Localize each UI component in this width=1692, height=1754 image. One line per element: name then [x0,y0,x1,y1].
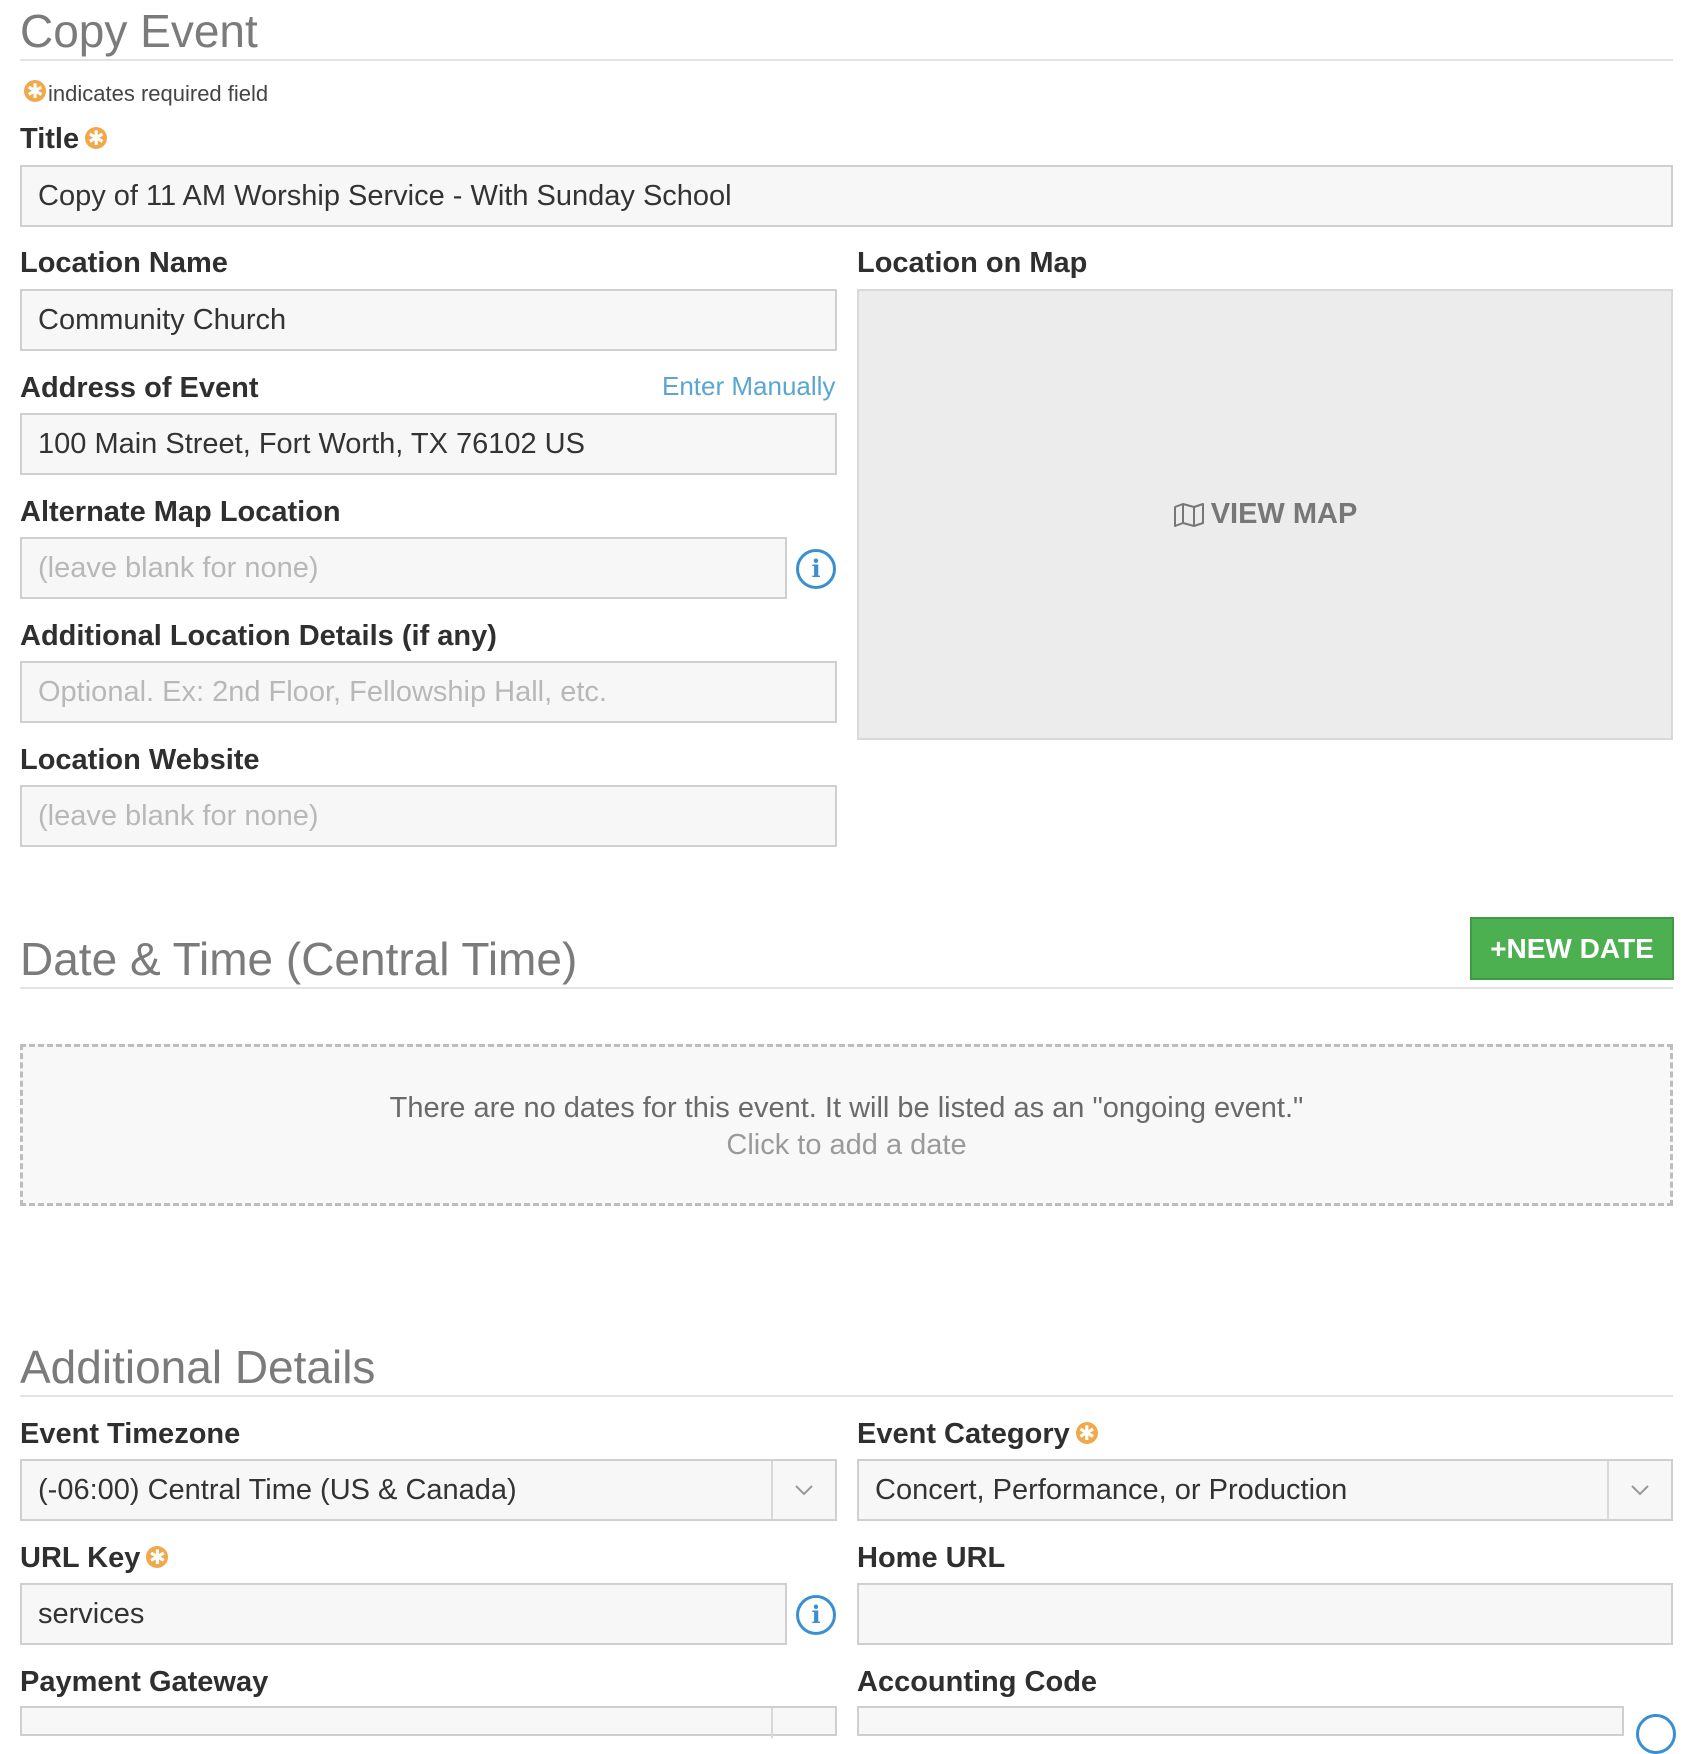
location-on-map-label: Location on Map [857,247,1088,279]
title-divider [20,59,1673,61]
timezone-select[interactable] [20,1459,837,1521]
timezone-value: (-06:00) Central Time (US & Canada) [38,1474,517,1506]
location-name-input[interactable] [20,289,837,351]
additional-location-input[interactable] [20,661,837,723]
home-url-input[interactable] [857,1583,1673,1645]
location-name-label: Location Name [20,247,228,279]
payment-gateway-label: Payment Gateway [20,1666,269,1698]
required-legend-text: indicates required field [48,81,269,106]
alternate-map-label: Alternate Map Location [20,496,341,528]
chevron-down-icon [771,1708,835,1738]
address-input[interactable] [20,413,837,475]
chevron-down-icon [771,1461,835,1519]
enter-manually-link[interactable]: Enter Manually [662,371,836,401]
additional-divider [20,1395,1673,1397]
address-label: Address of Event [20,372,259,404]
location-website-label: Location Website [20,744,260,776]
required-icon: ✱ [85,127,107,149]
new-date-label: +NEW DATE [1490,932,1654,964]
timezone-label: Event Timezone [20,1418,241,1450]
accounting-code-label: Accounting Code [857,1666,1098,1698]
required-icon: ✱ [24,80,46,102]
info-icon[interactable]: i [796,1595,836,1635]
title-label [20,125,107,154]
url-key-label [20,1544,168,1573]
view-map-button[interactable] [1173,498,1358,531]
payment-gateway-select[interactable] [20,1706,837,1736]
new-date-button[interactable] [1470,917,1674,980]
url-key-label-text: URL Key [20,1542,141,1574]
additional-location-label: Additional Location Details (if any) [20,620,497,652]
additional-heading: Additional Details [20,1341,376,1393]
view-map-label: VIEW MAP [1210,498,1358,530]
accounting-code-input[interactable] [857,1706,1624,1736]
dates-heading: Date & Time (Central Time) [20,933,578,985]
page-title: Copy Event [20,5,258,57]
dates-divider [20,987,1673,989]
required-icon: ✱ [146,1546,168,1568]
map-preview[interactable] [857,289,1673,740]
required-legend [24,80,268,107]
info-icon[interactable] [1636,1714,1676,1754]
category-select[interactable] [857,1459,1673,1521]
category-label [857,1420,1098,1449]
map-icon [1173,502,1205,528]
location-website-input[interactable] [20,785,837,847]
no-dates-message: There are no dates for this event. It will be listed as an "ongoing event." [389,1092,1304,1124]
title-input[interactable] [20,165,1673,227]
alternate-map-input[interactable] [20,537,787,599]
info-icon[interactable]: i [796,549,836,589]
home-url-label: Home URL [857,1542,1006,1574]
required-icon: ✱ [1076,1422,1098,1444]
chevron-down-icon [1607,1461,1671,1519]
add-date-hint: Click to add a date [726,1129,967,1161]
add-date-dropzone[interactable] [20,1044,1673,1206]
title-label-text: Title [20,123,80,155]
category-label-text: Event Category [857,1418,1070,1450]
category-value: Concert, Performance, or Production [875,1474,1348,1506]
url-key-input[interactable] [20,1583,787,1645]
